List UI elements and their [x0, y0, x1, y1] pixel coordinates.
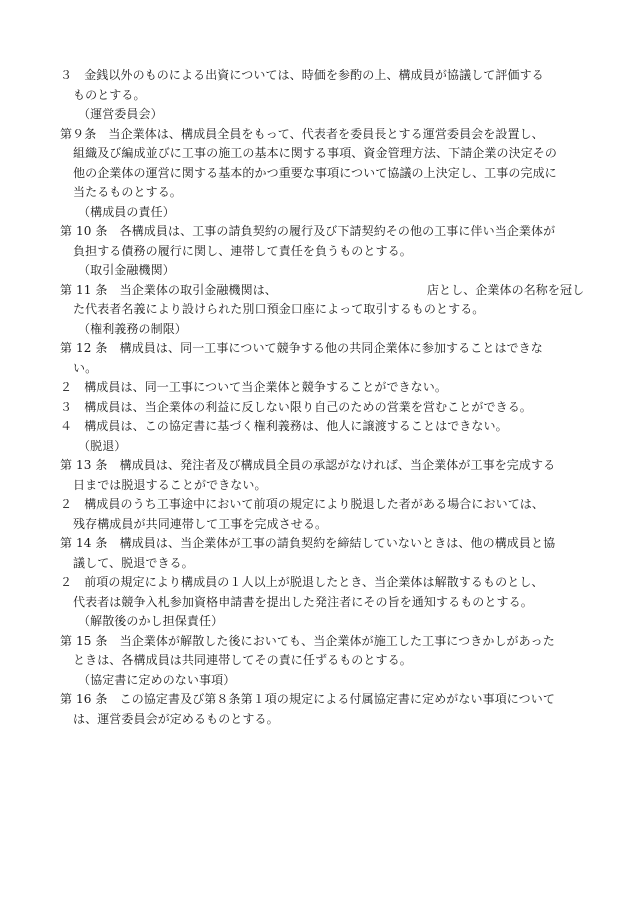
paragraph-continuation: い。 [73, 360, 98, 375]
article-line: ２ 構成員のうち工事途中において前項の規定により脱退した者がある場合においては、 [60, 497, 545, 511]
article-line: 第 14 条 構成員は、当企業体が工事の請負契約を締結していないときは、他の構成員と協 [60, 536, 556, 550]
paragraph-continuation: ものとする。 [73, 87, 146, 102]
article-line: 第 10 条 各構成員は、工事の請負契約の履行及び下請契約その他の工事に伴い当企業体が [60, 224, 556, 238]
article-line: 第 15 条 当企業体が解散した後においても、当企業体が施工した工事につきかしがあった [60, 633, 555, 648]
article-line: ３ 構成員は、当企業体の利益に反しない限り自己のための営業を営むことができる。 [60, 399, 532, 414]
article-line [60, 281, 595, 301]
section-heading: （運営委員会） [78, 107, 163, 121]
section-heading: （協定書に定めのない事項） [78, 672, 236, 687]
paragraph-continuation: 他の企業体の運営に関する基本的かつ重要な事項について協議の上決定し、工事の完成に [73, 165, 557, 180]
paragraph-continuation: 負担する債務の履行に関し、連帯して責任を負うものとする。 [73, 243, 412, 258]
section-heading: （脱退） [78, 438, 127, 453]
article-line: 第９条 当企業体は、構成員全員をもって、代表者を委員長とする運営委員会を設置し、 [60, 126, 544, 141]
section-heading: （取引金融機関） [78, 263, 175, 277]
paragraph-continuation: 議して、脱退できる。 [73, 555, 194, 570]
section-heading: （解散後のかし担保責任） [78, 614, 224, 628]
article-line: 第 12 条 構成員は、同一工事について競争する他の共同企業体に参加することはできな [60, 341, 543, 355]
paragraph-continuation: ときは、各構成員は共同連帯してその責に任ずるものとする。 [73, 653, 412, 667]
paragraph-continuation: 組織及び編成並びに工事の施工の基本に関する事項、資金管理方法、下請企業の決定その [73, 146, 558, 160]
article-text: 第 11 条 当企業体の取引金融機関は、 [60, 282, 277, 297]
section-heading: （権利義務の制限） [78, 321, 187, 336]
paragraph-continuation: 代表者は競争入札参加資格申請書を提出した発注者にその旨を通知するものとする。 [73, 594, 533, 609]
document-page [60, 66, 595, 729]
article-line: ４ 構成員は、この協定書に基づく権利義務は、他人に譲渡することはできない。 [60, 419, 508, 433]
article-line: ２ 構成員は、同一工事について当企業体と競争することができない。 [60, 380, 447, 394]
article-line: ３ 金銭以外のものによる出資については、時価を参酌の上、構成員が協議して評価する [60, 68, 544, 82]
paragraph-continuation: た代表者名義により設けられた別口預金口座によって取引するものとする。 [73, 302, 485, 316]
article-line: 第 16 条 この協定書及び第８条第１項の規定による付属協定書に定めがない事項について [60, 692, 555, 706]
paragraph-continuation: 当たるものとする。 [73, 185, 182, 199]
paragraph-continuation: は、運営委員会が定めるものとする。 [73, 711, 279, 726]
section-heading: （構成員の責任） [78, 204, 175, 219]
article-line: ２ 前項の規定により構成員の１人以上が脱退したとき、当企業体は解散するものとし、 [60, 575, 544, 589]
article-text-continued: 店とし、企業体の名称を冠し [426, 282, 585, 297]
paragraph-continuation: 残存構成員が共同連帯して工事を完成させる。 [73, 516, 328, 531]
paragraph-continuation: 日までは脱退することができない。 [73, 477, 267, 492]
article-line: 第 13 条 構成員は、発注者及び構成員全員の承認がなければ、当企業体が工事を完成する [60, 458, 556, 472]
